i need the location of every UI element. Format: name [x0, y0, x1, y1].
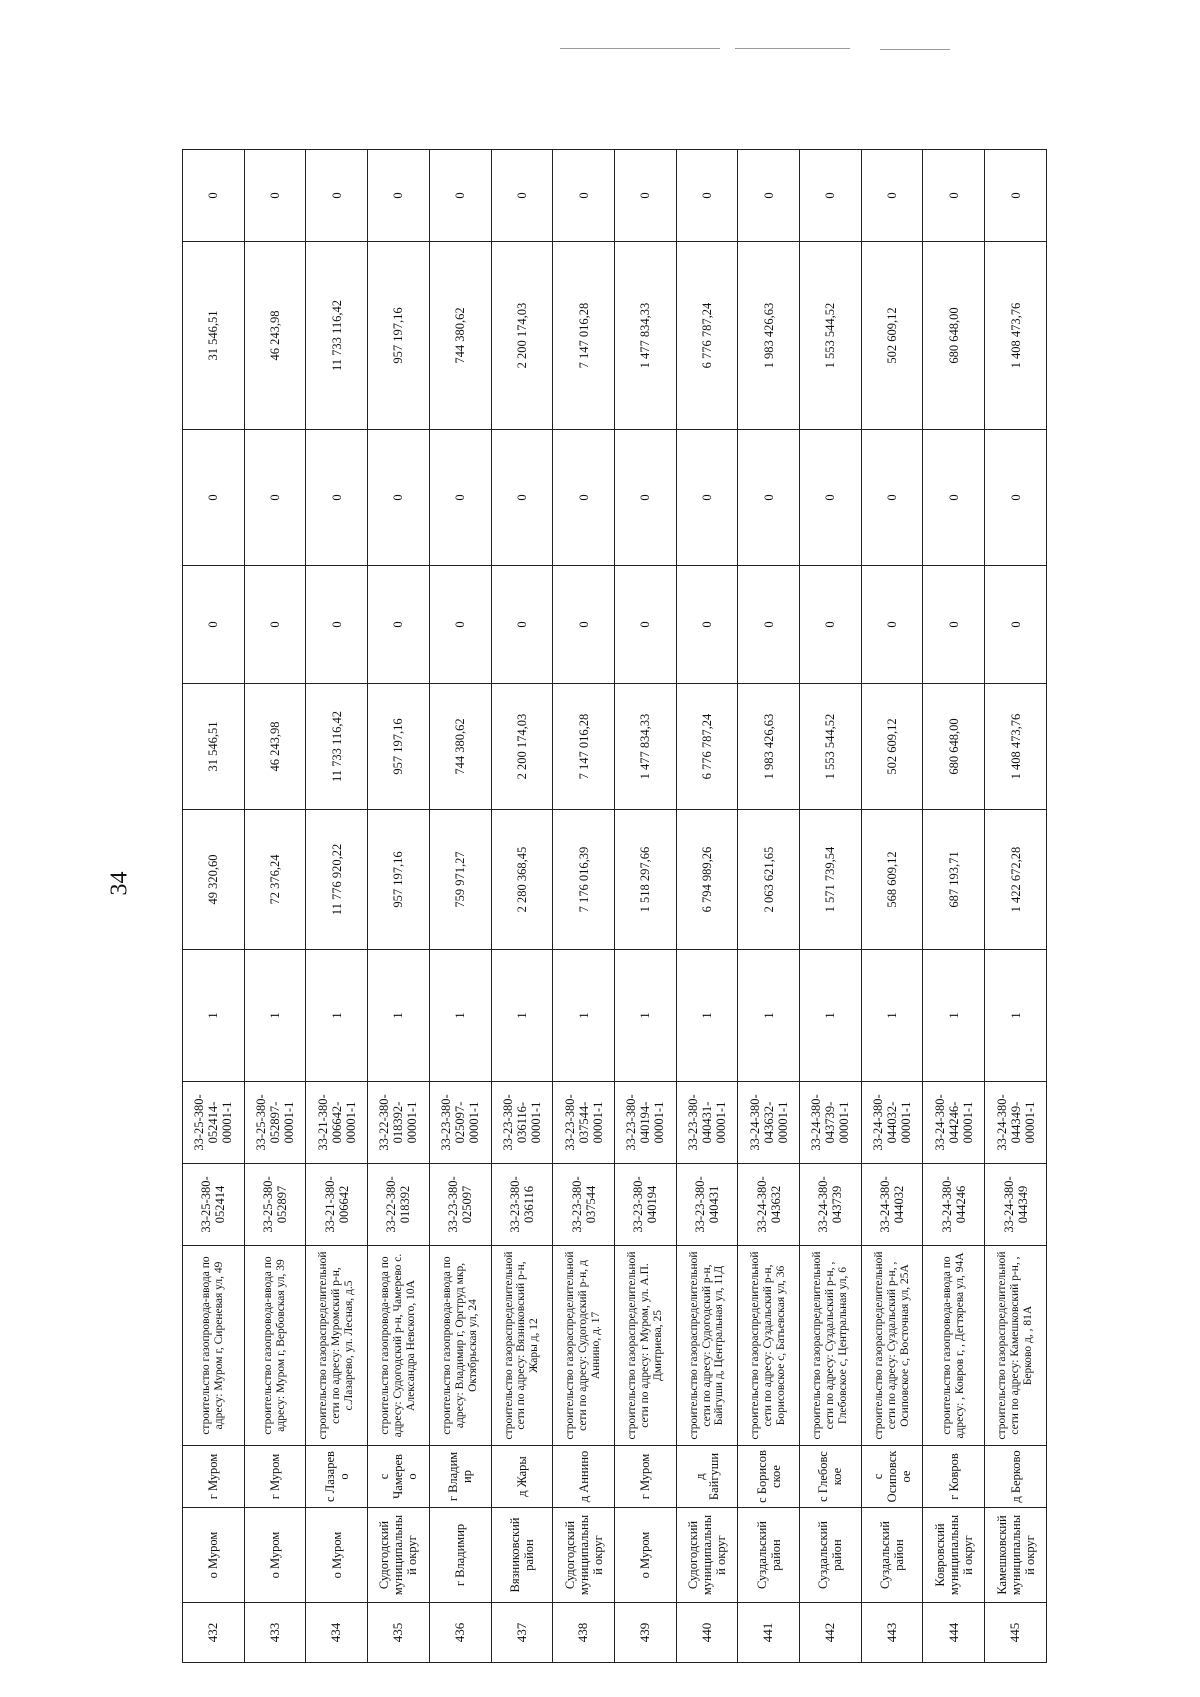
cell-object-code: 33-23-380-025097 [429, 1164, 491, 1246]
cell-total-cost: 11 776 920,22 [306, 810, 368, 950]
cell-cost-value-1: 1 553 544,52 [800, 684, 862, 810]
cell-row-number: 437 [491, 1603, 553, 1663]
cell-quantity: 1 [861, 950, 923, 1082]
cell-object-code: 33-24-380-043632 [738, 1164, 800, 1246]
cell-object-code: 33-21-380-006642 [306, 1164, 368, 1246]
cell-work-description: строительство газораспределительной сети по адресу: Суздальский р-н, Борисовское с, Батьевская ул, 36 [738, 1246, 800, 1446]
cell-quantity: 1 [553, 950, 615, 1082]
cell-work-description: строительство газораспределительной сети по адресу: Суздальский р-н, , Осиповское с, Восточная ул, 25А [861, 1246, 923, 1446]
cell-total-cost: 2 280 368,45 [491, 810, 553, 950]
cell-cost-value-3: 0 [491, 430, 553, 566]
cell-row-number: 433 [244, 1603, 306, 1663]
table-row [491, 150, 553, 1663]
cell-cost-value-1: 1 983 426,63 [738, 684, 800, 810]
cell-cost-value-3: 0 [923, 430, 985, 566]
cell-cost-value-5: 0 [429, 150, 491, 242]
cell-cost-value-5: 0 [923, 150, 985, 242]
cell-cost-value-5: 0 [183, 150, 245, 242]
table-row [244, 150, 306, 1663]
cell-row-number: 440 [676, 1603, 738, 1663]
scan-artifact [560, 48, 720, 49]
cell-row-number: 438 [553, 1603, 615, 1663]
cell-cost-value-4: 1 983 426,63 [738, 242, 800, 430]
cell-object-code: 33-25-380-052414 [183, 1164, 245, 1246]
cell-cost-value-2: 0 [183, 566, 245, 684]
cell-cost-value-1: 957 197,16 [368, 684, 430, 810]
cell-object-code: 33-25-380-052897 [244, 1164, 306, 1246]
cell-object-code: 33-23-380-037544 [553, 1164, 615, 1246]
cell-settlement: г Муром [614, 1446, 676, 1508]
cell-total-cost: 49 320,60 [183, 810, 245, 950]
cell-work-description: строительство газораспределительной сети по адресу: Суздальский р-н, , Глебовское с, Центральная ул, 6 [800, 1246, 862, 1446]
cell-cost-value-3: 0 [183, 430, 245, 566]
cell-object-code-full: 33-24-380-043632-00001-1 [738, 1082, 800, 1164]
cell-settlement: с Лазарев о [306, 1446, 368, 1508]
cell-cost-value-3: 0 [368, 430, 430, 566]
cell-cost-value-1: 680 648,00 [923, 684, 985, 810]
cell-object-code-full: 33-21-380-006642-00001-1 [306, 1082, 368, 1164]
cell-cost-value-4: 680 648,00 [923, 242, 985, 430]
cell-cost-value-2: 0 [800, 566, 862, 684]
cell-cost-value-5: 0 [985, 150, 1047, 242]
cell-cost-value-1: 46 243,98 [244, 684, 306, 810]
cell-cost-value-1: 1 477 834,33 [614, 684, 676, 810]
cell-total-cost: 1 571 739,54 [800, 810, 862, 950]
cell-row-number: 441 [738, 1603, 800, 1663]
table-row [923, 150, 985, 1663]
cell-settlement: д Берково [985, 1446, 1047, 1508]
table-row [368, 150, 430, 1663]
cell-cost-value-2: 0 [923, 566, 985, 684]
cell-cost-value-1: 11 733 116,42 [306, 684, 368, 810]
cell-quantity: 1 [676, 950, 738, 1082]
cell-quantity: 1 [368, 950, 430, 1082]
table-row [553, 150, 615, 1663]
cell-cost-value-5: 0 [553, 150, 615, 242]
cell-object-code-full: 33-23-380-040431-00001-1 [676, 1082, 738, 1164]
cell-work-description: строительство газораспределительной сети по адресу: Вязниковский р-н, Жары д, 12 [491, 1246, 553, 1446]
cell-total-cost: 6 794 989,26 [676, 810, 738, 950]
cell-cost-value-1: 2 200 174,03 [491, 684, 553, 810]
cell-cost-value-4: 744 380,62 [429, 242, 491, 430]
cell-object-code: 33-22-380-018392 [368, 1164, 430, 1246]
cell-quantity: 1 [985, 950, 1047, 1082]
cell-object-code-full: 33-24-380-044032-00001-1 [861, 1082, 923, 1164]
cell-work-description: строительство газопровода-ввода по адресу: Муром г, Сиреневая ул, 49 [183, 1246, 245, 1446]
cell-object-code-full: 33-24-380-044349-00001-1 [985, 1082, 1047, 1164]
cell-cost-value-2: 0 [429, 566, 491, 684]
cell-work-description: строительство газопровода-ввода по адресу: Судогодский р-н, Чамерево с. Александра Невского, 10А [368, 1246, 430, 1446]
cell-cost-value-4: 1 477 834,33 [614, 242, 676, 430]
cell-object-code: 33-23-380-036116 [491, 1164, 553, 1246]
cell-row-number: 445 [985, 1603, 1047, 1663]
cell-cost-value-4: 7 147 016,28 [553, 242, 615, 430]
cell-work-description: строительство газопровода-ввода по адресу: Владимир г, Оргтруд мкр, Октябрьская ул, 24 [429, 1246, 491, 1446]
cell-municipal-district: г Владимир [429, 1508, 491, 1603]
cell-object-code: 33-24-380-044032 [861, 1164, 923, 1246]
cell-settlement: с Чамерев о [368, 1446, 430, 1508]
cell-cost-value-2: 0 [614, 566, 676, 684]
cell-cost-value-4: 957 197,16 [368, 242, 430, 430]
cell-row-number: 442 [800, 1603, 862, 1663]
cell-object-code-full: 33-25-380-052414-00001-1 [183, 1082, 245, 1164]
cell-settlement: с Борисов ское [738, 1446, 800, 1508]
cell-object-code-full: 33-25-380-052897-00001-1 [244, 1082, 306, 1164]
cell-object-code: 33-23-380-040431 [676, 1164, 738, 1246]
cell-quantity: 1 [738, 950, 800, 1082]
cell-cost-value-3: 0 [614, 430, 676, 566]
cell-settlement: г Муром [244, 1446, 306, 1508]
cell-total-cost: 759 971,27 [429, 810, 491, 950]
cell-municipal-district: Суздальский район [861, 1508, 923, 1603]
cell-cost-value-1: 502 609,12 [861, 684, 923, 810]
table-row [614, 150, 676, 1663]
cell-work-description: строительство газопровода-ввода по адресу: , Ковров г, , Дегтярева ул, 94А [923, 1246, 985, 1446]
cell-settlement: д Аннино [553, 1446, 615, 1508]
cell-cost-value-3: 0 [800, 430, 862, 566]
cell-object-code-full: 33-23-380-037544-00001-1 [553, 1082, 615, 1164]
table-row [985, 150, 1047, 1663]
cell-cost-value-3: 0 [738, 430, 800, 566]
cell-settlement: д Байгуши [676, 1446, 738, 1508]
registry-table [182, 149, 1047, 1663]
cell-work-description: строительство газораспределительной сети по адресу: г Муром, ул. А.П. Дмитриева, 25 [614, 1246, 676, 1446]
cell-municipal-district: о Муром [614, 1508, 676, 1603]
scan-artifact [880, 49, 950, 50]
cell-work-description: строительство газораспределительной сети по адресу: Судогодский р-н, д Аннино, д. 17 [553, 1246, 615, 1446]
cell-total-cost: 1 422 672,28 [985, 810, 1047, 950]
cell-cost-value-4: 11 733 116,42 [306, 242, 368, 430]
cell-municipal-district: Ковровский муниципальный округ [923, 1508, 985, 1603]
cell-object-code: 33-23-380-040194 [614, 1164, 676, 1246]
cell-cost-value-2: 0 [491, 566, 553, 684]
cell-row-number: 439 [614, 1603, 676, 1663]
cell-row-number: 432 [183, 1603, 245, 1663]
cell-object-code-full: 33-22-380-018392-00001-1 [368, 1082, 430, 1164]
cell-total-cost: 687 193,71 [923, 810, 985, 950]
cell-cost-value-2: 0 [553, 566, 615, 684]
cell-total-cost: 568 609,12 [861, 810, 923, 950]
cell-cost-value-3: 0 [676, 430, 738, 566]
cell-work-description: строительство газораспределительной сети по адресу: Судогодский р-н, Байгуши д, Центральная ул, 11Д [676, 1246, 738, 1446]
cell-municipal-district: Камешковский муниципальный округ [985, 1508, 1047, 1603]
cell-municipal-district: о Муром [244, 1508, 306, 1603]
cell-object-code: 33-24-380-044349 [985, 1164, 1047, 1246]
cell-cost-value-5: 0 [244, 150, 306, 242]
cell-municipal-district: Суздальский район [800, 1508, 862, 1603]
table-row [429, 150, 491, 1663]
cell-municipal-district: о Муром [183, 1508, 245, 1603]
cell-total-cost: 957 197,16 [368, 810, 430, 950]
cell-cost-value-3: 0 [306, 430, 368, 566]
page-number: 34 [106, 871, 133, 896]
table-row [800, 150, 862, 1663]
cell-cost-value-5: 0 [491, 150, 553, 242]
cell-row-number: 435 [368, 1603, 430, 1663]
cell-cost-value-2: 0 [985, 566, 1047, 684]
cell-quantity: 1 [923, 950, 985, 1082]
cell-quantity: 1 [491, 950, 553, 1082]
cell-cost-value-1: 6 776 787,24 [676, 684, 738, 810]
cell-object-code-full: 33-24-380-044246-00001-1 [923, 1082, 985, 1164]
cell-cost-value-1: 744 380,62 [429, 684, 491, 810]
cell-settlement: с Осиповск ое [861, 1446, 923, 1508]
cell-row-number: 434 [306, 1603, 368, 1663]
cell-object-code-full: 33-23-380-025097-00001-1 [429, 1082, 491, 1164]
table-row [183, 150, 245, 1663]
cell-cost-value-3: 0 [244, 430, 306, 566]
cell-quantity: 1 [306, 950, 368, 1082]
cell-municipal-district: о Муром [306, 1508, 368, 1603]
cell-cost-value-5: 0 [800, 150, 862, 242]
scan-artifact [735, 48, 850, 49]
cell-row-number: 444 [923, 1603, 985, 1663]
cell-cost-value-5: 0 [738, 150, 800, 242]
cell-cost-value-3: 0 [861, 430, 923, 566]
cell-row-number: 436 [429, 1603, 491, 1663]
cell-cost-value-2: 0 [676, 566, 738, 684]
cell-cost-value-3: 0 [429, 430, 491, 566]
cell-cost-value-5: 0 [306, 150, 368, 242]
cell-object-code: 33-24-380-044246 [923, 1164, 985, 1246]
cell-municipal-district: Судогодский муниципальный округ [676, 1508, 738, 1603]
cell-cost-value-4: 1 553 544,52 [800, 242, 862, 430]
cell-cost-value-2: 0 [738, 566, 800, 684]
cell-total-cost: 1 518 297,66 [614, 810, 676, 950]
cell-cost-value-1: 31 546,51 [183, 684, 245, 810]
table-row [861, 150, 923, 1663]
cell-settlement: г Ковров [923, 1446, 985, 1508]
cell-object-code-full: 33-23-380-040194-00001-1 [614, 1082, 676, 1164]
cell-cost-value-4: 6 776 787,24 [676, 242, 738, 430]
cell-quantity: 1 [429, 950, 491, 1082]
cell-cost-value-2: 0 [368, 566, 430, 684]
cell-object-code: 33-24-380-043739 [800, 1164, 862, 1246]
cell-total-cost: 72 376,24 [244, 810, 306, 950]
cell-municipal-district: Судогодский муниципальный округ [553, 1508, 615, 1603]
cell-cost-value-4: 1 408 473,76 [985, 242, 1047, 430]
cell-total-cost: 2 063 621,65 [738, 810, 800, 950]
table-body [183, 150, 1047, 1663]
cell-municipal-district: Вязниковский район [491, 1508, 553, 1603]
cell-quantity: 1 [614, 950, 676, 1082]
table-row [676, 150, 738, 1663]
cell-cost-value-2: 0 [861, 566, 923, 684]
table-row [306, 150, 368, 1663]
cell-settlement: г Муром [183, 1446, 245, 1508]
cell-quantity: 1 [183, 950, 245, 1082]
cell-cost-value-1: 7 147 016,28 [553, 684, 615, 810]
cell-cost-value-4: 31 546,51 [183, 242, 245, 430]
cell-object-code-full: 33-23-380-036116-00001-1 [491, 1082, 553, 1164]
cell-row-number: 443 [861, 1603, 923, 1663]
cell-quantity: 1 [800, 950, 862, 1082]
cell-cost-value-1: 1 408 473,76 [985, 684, 1047, 810]
cell-settlement: с Глебовс кое [800, 1446, 862, 1508]
table-row [738, 150, 800, 1663]
cell-cost-value-3: 0 [985, 430, 1047, 566]
cell-cost-value-5: 0 [676, 150, 738, 242]
cell-municipal-district: Суздальский район [738, 1508, 800, 1603]
cell-cost-value-3: 0 [553, 430, 615, 566]
cell-settlement: г Владим ир [429, 1446, 491, 1508]
cell-cost-value-5: 0 [368, 150, 430, 242]
cell-cost-value-5: 0 [614, 150, 676, 242]
cell-cost-value-2: 0 [244, 566, 306, 684]
cell-cost-value-2: 0 [306, 566, 368, 684]
cell-work-description: строительство газораспределительной сети по адресу: Муромский р-н, с.Лазарево, ул. Лесная, д.5 [306, 1246, 368, 1446]
cell-settlement: д Жары [491, 1446, 553, 1508]
cell-work-description: строительство газораспределительной сети по адресу: Камешковский р-н, , Берково д, , 81А [985, 1246, 1047, 1446]
cell-cost-value-4: 2 200 174,03 [491, 242, 553, 430]
cell-total-cost: 7 176 016,39 [553, 810, 615, 950]
cell-work-description: строительство газопровода-ввода по адресу: Муром г, Вербовская ул, 39 [244, 1246, 306, 1446]
cell-cost-value-4: 502 609,12 [861, 242, 923, 430]
cell-municipal-district: Судогодский муниципальный округ [368, 1508, 430, 1603]
cell-cost-value-4: 46 243,98 [244, 242, 306, 430]
rotated-table-container [182, 150, 1047, 1663]
cell-object-code-full: 33-24-380-043739-00001-1 [800, 1082, 862, 1164]
cell-cost-value-5: 0 [861, 150, 923, 242]
cell-quantity: 1 [244, 950, 306, 1082]
